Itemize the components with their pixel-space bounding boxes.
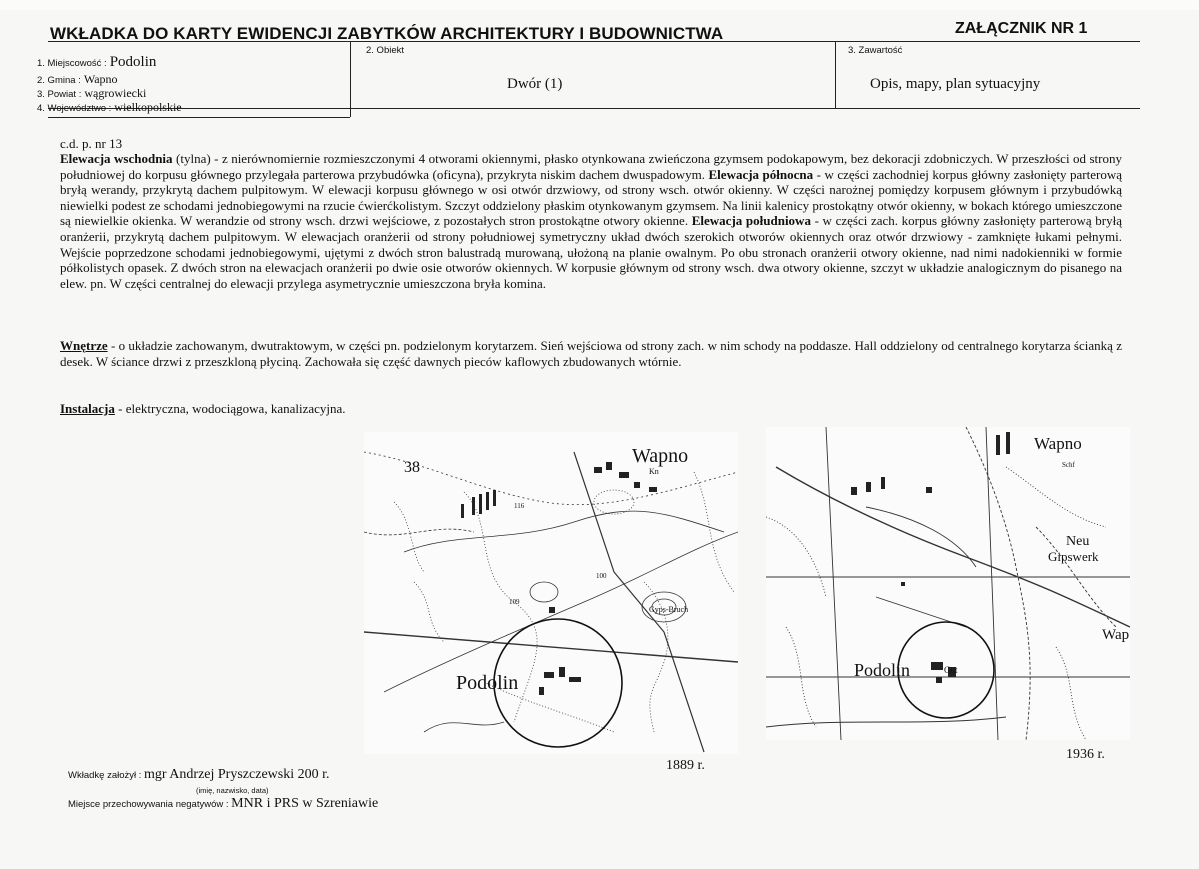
field-miejscowosc xyxy=(37,54,156,71)
map-label-num: 38 xyxy=(404,459,420,476)
author-value: mgr Andrzej Pryszczewski 200 r. xyxy=(144,767,330,782)
field-powiat xyxy=(37,86,146,101)
map-label-neu: Neu xyxy=(1066,534,1090,549)
field-gmina xyxy=(37,72,118,87)
column-divider-1 xyxy=(350,41,351,117)
field-value: Wapno xyxy=(83,72,118,86)
field-wojewodztwo xyxy=(37,100,182,115)
continuation-note: c.d. p. nr 13 xyxy=(60,136,123,151)
map-label-town: Wapno xyxy=(1034,434,1082,453)
text-south: - w części zach. korpus główny zasłonięty parterową bryłą oranżerii, przykrytą dachem pulpitowym. W elewacjach oranżerii od strony południowej symetryczny układ dwóch szerokich otworów okiennych oraz otwór drzwiowy - zamknięte łukami pełnymi. Wejście poprzedzone schodami jednobiegowymi, ujętymi z dwóch stron balustradą murowaną, ułożoną na planie owalnym. Po obu stronach oranżerii otwory okienne, nad nimi nadokienniki w formie półkolistych opasek. Z dwóch stron na elewacjach oranżerii po dwie osie otworów okiennych. W korpusie głównym od strony wsch. dwa otwory okienne, szczyt w układzie analogicznym do pisanego na elew. pn. W części centralnej do elewacji przylega asymetrycznie umieszczona bryła komina. xyxy=(60,213,1122,291)
heading-south: Elewacja południowa xyxy=(691,213,811,229)
map-label-num: 116 xyxy=(514,502,525,510)
text-north: - w części zachodniej korpus główny zasłonięty parterową bryłą werandy, przykrytą dachem pulpitowym. W elewacji korpusu głównego w osi otwór drzwiowy, od strony wsch. otwór okienny. W części narożnej pomiędzy korpusem głównym i przybudówką niewielki podest ze schodami jednobiegowymi na rzucie ćwierćkolistym. Szczyt oddzielony płaskim otynkowanym gzymsem. Na linii kalenicy prostokątny otwór okienny, w bokach którego umieszczone są niewielkie okienka. W werandzie od strony wsch. drzwi wejściowe, z pozostałych stron prostokątne otwory okienne. xyxy=(60,166,1122,229)
text-installation: - elektryczna, wodociągowa, kanalizacyjna. xyxy=(114,401,346,416)
map-1936-year: 1936 r. xyxy=(1066,747,1105,762)
map-label-kn: Kn xyxy=(649,467,659,476)
author-line xyxy=(68,767,330,783)
author-label: Wkładkę założył : xyxy=(68,770,142,781)
installation-paragraph xyxy=(60,401,1122,417)
heading-north: Elewacja północna xyxy=(708,166,814,182)
field-value: Podolin xyxy=(109,54,157,70)
field-label: 4. Województwo : xyxy=(37,103,112,114)
map-label-wap: Wap xyxy=(1102,627,1130,643)
map-1889 xyxy=(364,432,738,754)
field-label: 2. Gmina : xyxy=(37,75,81,86)
elevations-paragraph xyxy=(60,151,1122,291)
storage-line xyxy=(68,796,378,812)
map-label-gips: Gipswerk xyxy=(1048,549,1099,564)
header-rule-top xyxy=(48,41,1140,42)
map-label-schf: Schf xyxy=(1062,461,1075,469)
page-title: WKŁADKA DO KARTY EWIDENCJI ZABYTKÓW ARCHITEKTURY I BUDOWNICTWA xyxy=(50,24,724,43)
map-1889-year: 1889 r. xyxy=(666,758,705,773)
map-label-bruch: Gyps-Bruch xyxy=(649,605,689,614)
map-1936-drawing xyxy=(766,427,1130,740)
heading-east: Elewacja wschodnia xyxy=(60,151,173,166)
field-label: 1. Miejscowość : xyxy=(37,58,107,69)
map-label-village: Podolin xyxy=(854,660,911,680)
map-1936 xyxy=(766,427,1130,740)
header-rule-bottom xyxy=(48,108,1140,109)
location-rule-bottom xyxy=(48,117,350,118)
map-label-town: Wapno xyxy=(632,445,689,467)
field-label: 3. Powiat : xyxy=(37,89,82,100)
column-divider-2 xyxy=(835,41,836,108)
storage-value: MNR i PRS w Szreniawie xyxy=(231,796,379,811)
object-value: Dwór (1) xyxy=(507,76,563,92)
map-1889-drawing xyxy=(364,432,738,754)
storage-label: Miejsce przechowywania negatywów : xyxy=(68,799,229,810)
map-label-gut: Gut xyxy=(944,665,958,675)
interior-paragraph xyxy=(60,338,1122,369)
author-hint: (imię, nazwisko, data) xyxy=(196,786,269,795)
heading-interior: Wnętrze xyxy=(60,338,108,353)
text-east: (tylna) - z nierównomiernie rozmieszczonymi 4 otworami okiennymi, płasko otynkowana zwieńczona gzymsem podokapowym, bez dekoracji zdobniczych. W przeszłości od strony południowej do korpusu głównego przylegała parterowa przybudówka (oficyna), przykryta niskim dachem dwuspadowym. xyxy=(60,151,1122,182)
annex-number: ZAŁĄCZNIK NR 1 xyxy=(955,20,1088,37)
field-value: wielkopolskie xyxy=(114,100,182,114)
map-label-village: Podolin xyxy=(456,672,519,694)
text-interior: - o układzie zachowanym, dwutraktowym, w części pn. podzielonym korytarzem. Sień wejściowa od strony zach. w nim schody na poddasze. Hall oddzielony od centralnego korytarza ścianką z desek. W ściance drzwi z przeszkloną płyciną. Zachowała się część dawnych pieców kaflowych zbudowanych wtórnie. xyxy=(60,338,1122,369)
heading-installation: Instalacja xyxy=(60,401,115,416)
map-label-num: 100 xyxy=(596,572,607,580)
map-label-num: 109 xyxy=(509,598,520,606)
object-label: 2. Obiekt xyxy=(366,45,405,56)
content-value: Opis, mapy, plan sytuacyjny xyxy=(870,76,1041,92)
content-label: 3. Zawartość xyxy=(848,45,903,56)
field-value: wągrowiecki xyxy=(84,86,147,100)
